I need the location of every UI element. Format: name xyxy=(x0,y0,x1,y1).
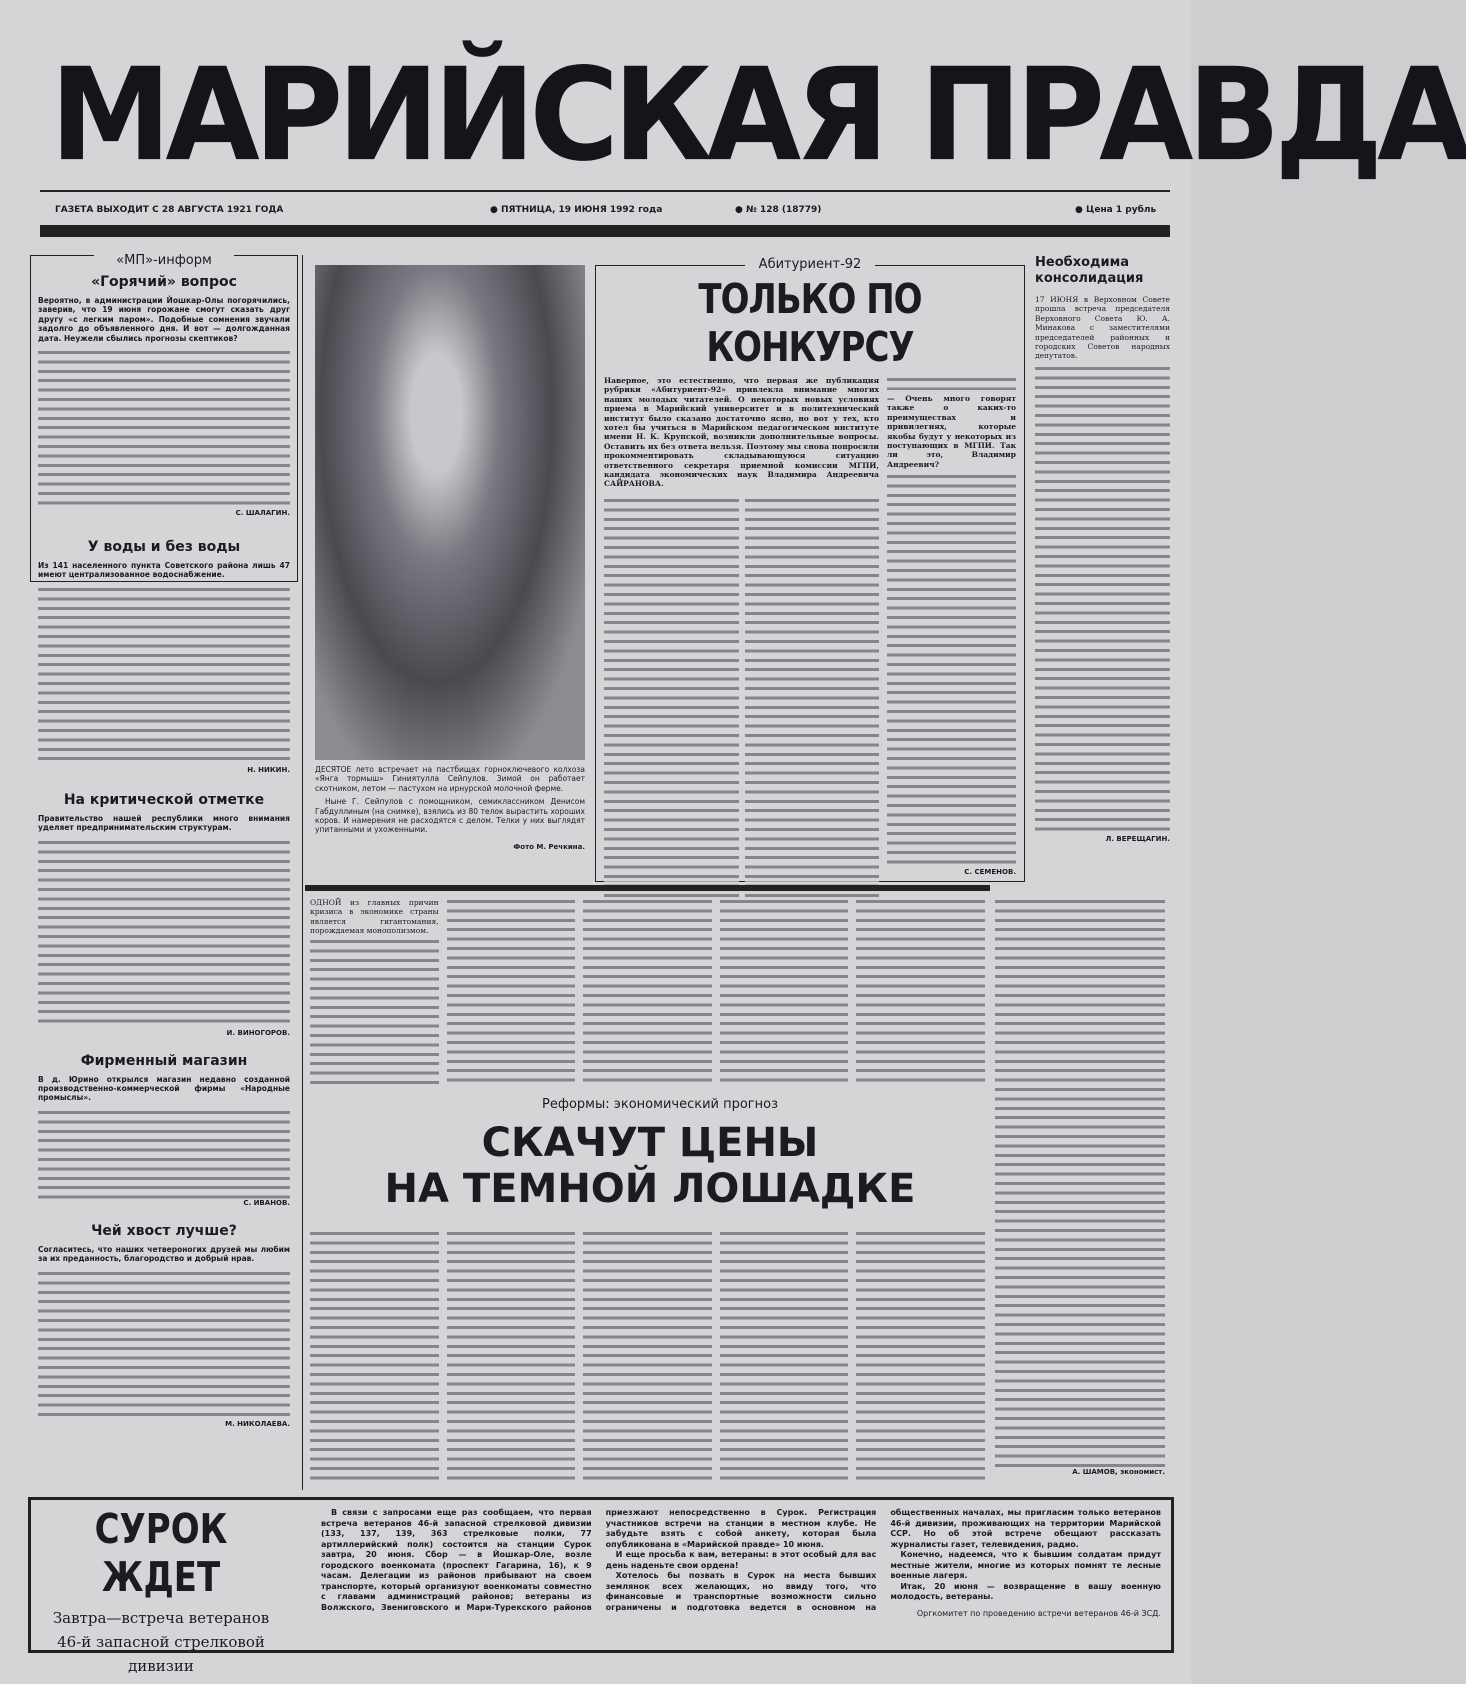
author: И. ВИНОГОРОВ. xyxy=(226,1028,290,1037)
article-title: У воды и без воды xyxy=(87,539,241,556)
left-column xyxy=(30,255,298,1485)
author: А. ШАМОВ, экономист. xyxy=(1072,1468,1165,1476)
headline-line: СКАЧУТ ЦЕНЫ xyxy=(481,1120,819,1166)
paragraph: Конечно, надеемся, что к бывшим солдатам придут местные жители, многие из которых помнят те лесные военные лагеря. xyxy=(890,1550,1161,1580)
caption-text: ДЕСЯТОЕ лето встречает на пастбищах горноключевого колхоза «Янга тормыш» Гиниятулла Сейпулов. Зимой он работает скотником, летом — пастухом на ирнурской молочной ферме. xyxy=(315,765,585,793)
photo-credit: Фото М. Речкина. xyxy=(513,842,585,851)
rubric: Реформы: экономический прогноз xyxy=(542,1097,778,1112)
author: С. СЕМЕНОВ. xyxy=(964,868,1016,877)
paragraph: В связи с запросами еще раз сообщаем, что первая встреча ветеранов 46-й запасной стрелковой дивизии (133, 137, 139, 363 стрелковые полки, 77 артиллерийский полк) состоится на станции Сурок завтра, 20 июня. Сбор — в Йошкар-Оле, возле городского военкомата (проспект Гагарина, 16), к 9 часам. Делегации из районов прибывают на своем транспорте, который организуют военкоматы совместно с главами администраций районов; ветераны из Волжского, Звениговского и Мари-Турекского районов приезжают непосредственно в Сурок. Регистрация участников встречи на станции в местном клубе. Не забудьте взять с собой анкету, которая была опубликована в «Марийской правде» 10 июня. xyxy=(321,1508,877,1612)
author: М. НИКОЛАЕВА. xyxy=(225,1419,290,1428)
article-lead: Согласитесь, что наших четвероногих друзей мы любим за их преданность, благородство и добрый нрав. xyxy=(38,1244,290,1264)
reform-right-column xyxy=(995,898,1165,1476)
article-title: Необходима консолидация xyxy=(1035,255,1144,286)
since-line: ГАЗЕТА ВЫХОДИТ С 28 АВГУСТА 1921 ГОДА xyxy=(55,205,284,215)
reform-top-text xyxy=(310,898,985,1088)
author: Н. НИКИН. xyxy=(247,765,290,774)
headline-line: НА ТЕМНОЙ ЛОШАДКЕ xyxy=(384,1166,916,1212)
article-lead: Из 141 населенного пункта Советского района лишь 47 имеют централизованное водоснабжение. xyxy=(38,561,290,580)
photo-caption xyxy=(315,765,585,852)
abiturient-article xyxy=(595,257,1025,882)
signature: Оргкомитет по проведению встречи ветеранов 46-й ЗСД. xyxy=(916,1608,1161,1618)
paragraph: И еще просьба к вам, ветераны: в этот особый для вас день наденьте свои ордена! xyxy=(605,1550,877,1570)
headline xyxy=(315,1120,985,1212)
rubric: Абитуриент-92 xyxy=(745,257,875,272)
paragraph: Хотелось бы позвать в Сурок на места бывших землянок всех желающих, но ввиду того, что финансовые и транспортные возможности сильно ограничены и подготовка ведется в основном на общественных началах, мы пригласим только ветеранов 46-й дивизии, проживающих на территории Марийской ССР. Но об этой встрече обещают рассказать журналисты газет, телевидения, радио. xyxy=(605,1508,1161,1612)
divider xyxy=(40,225,1170,237)
author: С. ИВАНОВ. xyxy=(243,1198,290,1207)
article-lead: ОДНОЙ из главных причин кризиса в экономике страны является гигантомания, порождаемая монополизмом. xyxy=(310,898,439,936)
article-lead: Наверное, это естественно, что первая же публикация рубрики «Абитуриент-92» привлекла внимание многих наших молодых читателей. О некоторых новых условиях приема в Марийский университет и в политехнический институт было сказано достаточно ясно, но вот у тех, кто хотел бы учиться в Марийском педагогическом институте имени Н. К. Крупской, возникли дополнительные вопросы. Оставить их без ответа нельзя. Поэтому мы снова попросили прокомментировать складывающуюся ситуацию ответственного секретаря приемной комиссии МГПИ, кандидата экономических наук Владимира Андреевича САЙРАНОВА. xyxy=(604,376,879,489)
headline: СУРОК ЖДЕТ xyxy=(94,1506,228,1602)
headline: ТОЛЬКО ПО КОНКУРСУ xyxy=(698,276,922,372)
article-title: На критической отметке xyxy=(63,791,265,808)
article-title: Фирменный магазин xyxy=(80,1052,248,1069)
photo-shepherd xyxy=(315,265,585,760)
rubric: «МП»-информ xyxy=(94,253,234,268)
issue-date: ● ПЯТНИЦА, 19 ИЮНЯ 1992 года xyxy=(490,205,662,215)
article-lead: Правительство нашей республики много внимания уделяет предпринимательским структурам. xyxy=(38,813,290,833)
announcement-body xyxy=(321,1508,1161,1619)
author: Л. ВЕРЕЩАГИН. xyxy=(1105,834,1170,843)
article-title: «Горячий» вопрос xyxy=(91,274,237,290)
masthead-title: МАРИЙСКАЯ ПРАВДА xyxy=(50,40,1466,190)
right-column xyxy=(1035,255,1170,843)
veterans-announcement xyxy=(28,1497,1174,1675)
article-lead: Вероятно, в администрации Йошкар-Олы погорячились, заверив, что 19 июня горожане смогут сказать друг другу «с легким паром». Подобные сомнения звучали задолго до объявленного дня. И вот — долгожданная дата. Неужели сбылись прогнозы скептиков? xyxy=(38,296,290,343)
paragraph: Итак, 20 июня — возвращение в вашу военную молодость, ветераны. xyxy=(890,1581,1161,1601)
price: ● Цена 1 рубль xyxy=(1075,205,1156,215)
issue-number: ● № 128 (18779) xyxy=(735,205,821,215)
article-lead: В д. Юрино открылся магазин недавно созданной производственно-коммерческой фирмы «Народные промыслы». xyxy=(38,1074,290,1103)
divider xyxy=(40,190,1170,192)
article-title: Чей хвост лучше? xyxy=(91,1222,237,1239)
article-lead: 17 ИЮНЯ в Верховном Совете прошла встреча председателя Верховного Совета Ю. А. Минакова с заместителями председателей районных и городских Советов народных депутатов. xyxy=(1035,295,1170,361)
interview-question: — Очень много говорят также о каких-то преимуществах и привилегиях, которые якобы будут у некоторых из поступающих в МГПИ. Так ли это, Владимир Андреевич? xyxy=(887,394,1016,469)
reform-bottom-text xyxy=(310,1230,985,1485)
caption-text: Ныне Г. Сейпулов с помощником, семиклассником Денисом Габдуллиным (на снимке), взялись из 80 телок вырастить хороших коров. И намерения не расходятся с делом. Телки у них выглядят упитанными и ухоженными. xyxy=(315,797,585,835)
subtitle: Завтра—встреча ветеранов 46-й запасной стрелковой дивизии xyxy=(52,1609,270,1675)
author: С. ШАЛАГИН. xyxy=(235,509,290,518)
